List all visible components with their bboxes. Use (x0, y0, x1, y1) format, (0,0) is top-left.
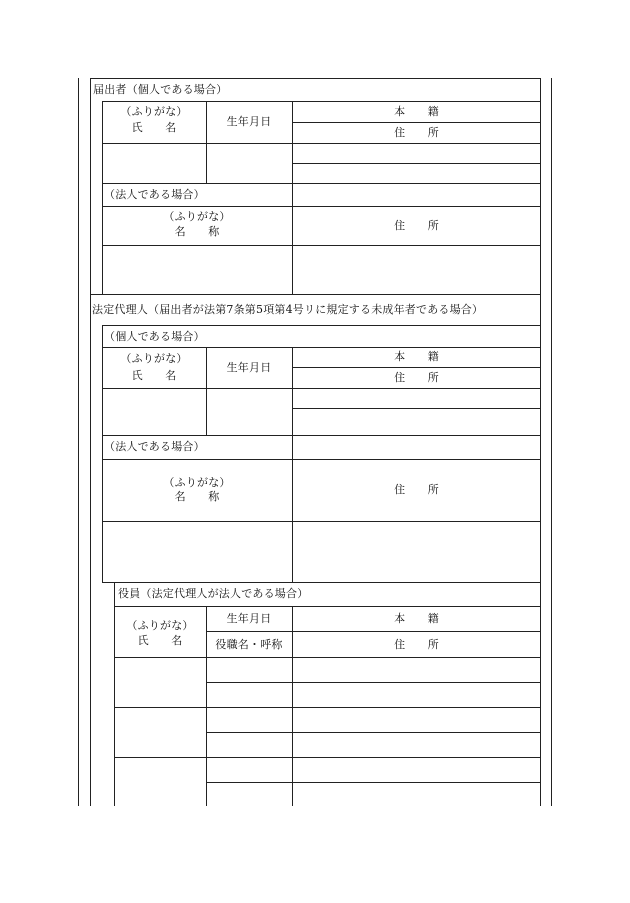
notifier-section-title: 届出者（個人である場合） (93, 83, 228, 96)
legal-rep-address-label: 住 所 (394, 371, 439, 384)
officers-position-label: 役職名・呼称 (215, 638, 283, 651)
notifier-corp-address-label: 住 所 (394, 219, 439, 232)
legal-rep-birthdate-label: 生年月日 (226, 361, 272, 374)
page-right-border (551, 78, 552, 806)
officers-birthdate-label: 生年月日 (226, 612, 272, 625)
legal-rep-name-label: 氏 名 (131, 369, 177, 382)
legal-rep-corp-name-label: 名 称 (174, 490, 220, 503)
notifier-name-label: 氏 名 (131, 121, 177, 134)
notifier-address-label: 住 所 (394, 126, 439, 139)
officers-address-label: 住 所 (394, 638, 439, 651)
page-left-border (78, 78, 79, 806)
legal-rep-corporate-title: （法人である場合） (104, 440, 205, 453)
legal-rep-furigana-label: （ふりがな） (120, 352, 188, 365)
officers-honseki-label: 本 籍 (394, 612, 439, 625)
legal-rep-corp-furigana-label: （ふりがな） (163, 476, 231, 489)
legal-rep-honseki-label: 本 籍 (394, 350, 439, 363)
section-left-border (90, 78, 91, 806)
officers-title: 役員（法定代理人が法人である場合） (118, 587, 309, 600)
section-right-border (540, 78, 541, 806)
notifier-furigana-label: （ふりがな） (120, 105, 188, 118)
legal-rep-section-title: 法定代理人（届出者が法第7条第5項第4号リに規定する未成年者である場合） (92, 303, 484, 316)
notifier-corp-name-label: 名 称 (174, 225, 220, 238)
notifier-corporate-title: （法人である場合） (104, 188, 205, 201)
notifier-corp-furigana-label: （ふりがな） (163, 210, 231, 223)
legal-rep-individual-title: （個人である場合） (104, 330, 205, 343)
notifier-birthdate-label: 生年月日 (226, 115, 272, 128)
officers-name-label: 氏 名 (137, 634, 183, 647)
officers-furigana-label: （ふりがな） (126, 619, 194, 632)
legal-rep-corp-address-label: 住 所 (394, 483, 439, 496)
notifier-honseki-label: 本 籍 (394, 105, 439, 118)
